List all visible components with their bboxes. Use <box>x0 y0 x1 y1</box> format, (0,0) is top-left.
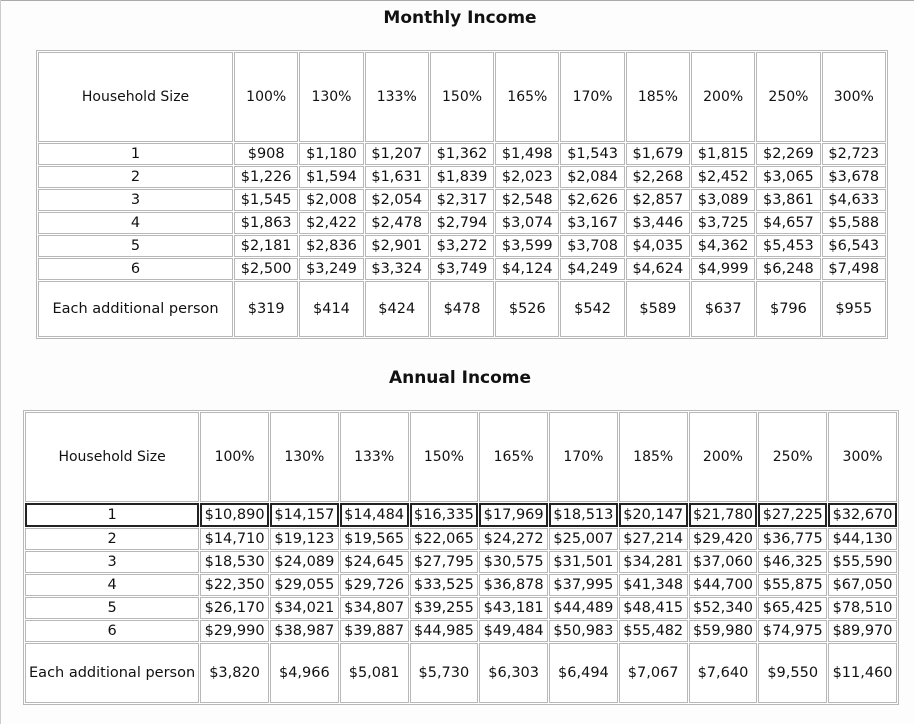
annual-income-title: Annual Income <box>388 368 532 388</box>
income-cell: $41,348 <box>619 574 688 596</box>
income-cell: $37,060 <box>689 551 758 573</box>
income-cell: $30,575 <box>479 551 548 573</box>
income-cell: $955 <box>822 281 886 337</box>
income-cell: $2,857 <box>626 189 690 211</box>
income-cell: $3,249 <box>299 258 363 280</box>
income-cell: $414 <box>299 281 363 337</box>
income-cell: $4,124 <box>495 258 559 280</box>
household-size-cell: 4 <box>38 212 233 234</box>
header-200: 200% <box>689 412 758 502</box>
table-row <box>25 503 897 527</box>
income-cell: $3,167 <box>560 212 624 234</box>
income-cell: $43,181 <box>479 597 548 619</box>
income-cell: $2,181 <box>234 235 298 257</box>
income-cell: $2,723 <box>822 143 886 165</box>
header-170: 170% <box>560 52 624 142</box>
income-cell: $74,975 <box>758 620 827 642</box>
income-cell: $3,272 <box>430 235 494 257</box>
income-cell: $7,067 <box>619 643 688 703</box>
income-cell: $5,730 <box>410 643 479 703</box>
header-250: 250% <box>758 412 827 502</box>
annual-table-body <box>25 503 897 703</box>
income-cell: $3,749 <box>430 258 494 280</box>
income-cell: $7,498 <box>822 258 886 280</box>
income-cell: $2,836 <box>299 235 363 257</box>
table-header-row <box>25 412 897 502</box>
header-household-size: Household Size <box>38 52 233 142</box>
income-cell: $65,425 <box>758 597 827 619</box>
income-cell: $1,679 <box>626 143 690 165</box>
annual-income-table <box>23 410 899 705</box>
income-cell: $1,631 <box>365 166 429 188</box>
income-cell: $24,645 <box>340 551 409 573</box>
header-150: 150% <box>430 52 494 142</box>
income-cell: $14,710 <box>200 528 269 550</box>
household-size-cell: 3 <box>25 551 199 573</box>
income-cell: $67,050 <box>828 574 897 596</box>
header-133: 133% <box>340 412 409 502</box>
income-cell: $4,624 <box>626 258 690 280</box>
income-cell: $3,089 <box>691 189 755 211</box>
income-cell: $6,543 <box>822 235 886 257</box>
income-cell: $26,170 <box>200 597 269 619</box>
household-size-cell: 6 <box>25 620 199 642</box>
income-cell: $11,460 <box>828 643 897 703</box>
income-cell: $32,670 <box>828 503 897 527</box>
table-row <box>25 574 897 596</box>
income-cell: $20,147 <box>619 503 688 527</box>
income-cell: $49,484 <box>479 620 548 642</box>
income-cell: $3,820 <box>200 643 269 703</box>
income-cell: $59,980 <box>689 620 758 642</box>
header-150: 150% <box>410 412 479 502</box>
income-cell: $478 <box>430 281 494 337</box>
income-cell: $52,340 <box>689 597 758 619</box>
income-cell: $3,599 <box>495 235 559 257</box>
header-165: 165% <box>495 52 559 142</box>
table-row-each-additional <box>38 281 886 337</box>
income-cell: $2,008 <box>299 189 363 211</box>
income-cell: $27,214 <box>619 528 688 550</box>
income-cell: $24,272 <box>479 528 548 550</box>
income-cell: $78,510 <box>828 597 897 619</box>
income-cell: $34,281 <box>619 551 688 573</box>
income-cell: $55,590 <box>828 551 897 573</box>
income-cell: $36,878 <box>479 574 548 596</box>
income-cell: $4,362 <box>691 235 755 257</box>
household-size-cell: 3 <box>38 189 233 211</box>
income-cell: $1,839 <box>430 166 494 188</box>
income-cell: $29,055 <box>270 574 339 596</box>
income-cell: $424 <box>365 281 429 337</box>
income-cell: $39,255 <box>410 597 479 619</box>
income-cell: $19,565 <box>340 528 409 550</box>
income-cell: $3,065 <box>756 166 820 188</box>
table-row-each-additional <box>25 643 897 703</box>
top-border <box>0 0 914 1</box>
income-cell: $24,089 <box>270 551 339 573</box>
income-cell: $36,775 <box>758 528 827 550</box>
income-cell: $25,007 <box>549 528 618 550</box>
header-130: 130% <box>299 52 363 142</box>
table-row <box>25 597 897 619</box>
income-cell: $1,362 <box>430 143 494 165</box>
income-cell: $39,887 <box>340 620 409 642</box>
income-cell: $5,453 <box>756 235 820 257</box>
income-cell: $2,548 <box>495 189 559 211</box>
income-cell: $1,863 <box>234 212 298 234</box>
income-cell: $2,268 <box>626 166 690 188</box>
income-cell: $27,225 <box>758 503 827 527</box>
header-185: 185% <box>626 52 690 142</box>
income-cell: $319 <box>234 281 298 337</box>
income-cell: $1,815 <box>691 143 755 165</box>
income-cell: $1,180 <box>299 143 363 165</box>
header-100: 100% <box>234 52 298 142</box>
table-row <box>25 620 897 642</box>
income-cell: $55,875 <box>758 574 827 596</box>
income-cell: $21,780 <box>689 503 758 527</box>
income-cell: $89,970 <box>828 620 897 642</box>
income-cell: $2,794 <box>430 212 494 234</box>
household-size-cell: 6 <box>38 258 233 280</box>
table-row <box>38 166 886 188</box>
income-cell: $2,054 <box>365 189 429 211</box>
income-cell: $4,657 <box>756 212 820 234</box>
table-row <box>25 528 897 550</box>
header-130: 130% <box>270 412 339 502</box>
income-cell: $2,084 <box>560 166 624 188</box>
income-cell: $4,966 <box>270 643 339 703</box>
income-cell: $589 <box>626 281 690 337</box>
income-cell: $2,023 <box>495 166 559 188</box>
income-cell: $29,420 <box>689 528 758 550</box>
income-cell: $38,987 <box>270 620 339 642</box>
household-size-cell: 2 <box>25 528 199 550</box>
income-cell: $3,446 <box>626 212 690 234</box>
income-cell: $1,226 <box>234 166 298 188</box>
household-size-cell: Each additional person <box>25 643 199 703</box>
header-250: 250% <box>756 52 820 142</box>
header-300: 300% <box>828 412 897 502</box>
income-cell: $5,588 <box>822 212 886 234</box>
household-size-cell: 1 <box>38 143 233 165</box>
income-cell: $6,248 <box>756 258 820 280</box>
income-cell: $9,550 <box>758 643 827 703</box>
income-cell: $34,021 <box>270 597 339 619</box>
income-cell: $46,325 <box>758 551 827 573</box>
income-cell: $48,415 <box>619 597 688 619</box>
table-row <box>38 212 886 234</box>
income-cell: $18,513 <box>549 503 618 527</box>
income-cell: $1,207 <box>365 143 429 165</box>
income-cell: $44,130 <box>828 528 897 550</box>
header-165: 165% <box>479 412 548 502</box>
income-cell: $29,990 <box>200 620 269 642</box>
income-cell: $14,157 <box>270 503 339 527</box>
table-row <box>38 189 886 211</box>
income-cell: $50,983 <box>549 620 618 642</box>
table-header-row <box>38 52 886 142</box>
household-size-cell: Each additional person <box>38 281 233 337</box>
income-cell: $31,501 <box>549 551 618 573</box>
income-cell: $1,498 <box>495 143 559 165</box>
header-133: 133% <box>365 52 429 142</box>
income-cell: $1,594 <box>299 166 363 188</box>
table-row <box>25 551 897 573</box>
income-cell: $796 <box>756 281 820 337</box>
header-170: 170% <box>549 412 618 502</box>
income-cell: $6,494 <box>549 643 618 703</box>
income-cell: $3,725 <box>691 212 755 234</box>
household-size-cell: 1 <box>25 503 199 527</box>
income-cell: $6,303 <box>479 643 548 703</box>
income-cell: $542 <box>560 281 624 337</box>
monthly-income-table <box>36 50 888 339</box>
income-cell: $2,901 <box>365 235 429 257</box>
household-size-cell: 5 <box>25 597 199 619</box>
income-cell: $1,545 <box>234 189 298 211</box>
income-cell: $3,861 <box>756 189 820 211</box>
header-300: 300% <box>822 52 886 142</box>
income-cell: $55,482 <box>619 620 688 642</box>
income-cell: $14,484 <box>340 503 409 527</box>
income-cell: $10,890 <box>200 503 269 527</box>
left-border <box>0 0 1 724</box>
income-cell: $2,317 <box>430 189 494 211</box>
income-cell: $2,422 <box>299 212 363 234</box>
monthly-income-title: Monthly Income <box>383 8 537 28</box>
income-cell: $44,489 <box>549 597 618 619</box>
header-200: 200% <box>691 52 755 142</box>
income-cell: $5,081 <box>340 643 409 703</box>
income-cell: $4,633 <box>822 189 886 211</box>
household-size-cell: 5 <box>38 235 233 257</box>
header-100: 100% <box>200 412 269 502</box>
monthly-table-body <box>38 143 886 337</box>
header-household-size: Household Size <box>25 412 199 502</box>
income-cell: $44,985 <box>410 620 479 642</box>
income-cell: $19,123 <box>270 528 339 550</box>
income-cell: $34,807 <box>340 597 409 619</box>
income-cell: $16,335 <box>410 503 479 527</box>
income-cell: $3,708 <box>560 235 624 257</box>
income-cell: $908 <box>234 143 298 165</box>
income-cell: $4,249 <box>560 258 624 280</box>
income-cell: $2,452 <box>691 166 755 188</box>
income-cell: $637 <box>691 281 755 337</box>
income-cell: $29,726 <box>340 574 409 596</box>
income-cell: $2,500 <box>234 258 298 280</box>
household-size-cell: 4 <box>25 574 199 596</box>
income-cell: $1,543 <box>560 143 624 165</box>
income-cell: $22,350 <box>200 574 269 596</box>
income-cell: $7,640 <box>689 643 758 703</box>
income-cell: $37,995 <box>549 574 618 596</box>
table-row <box>38 235 886 257</box>
income-cell: $2,626 <box>560 189 624 211</box>
header-185: 185% <box>619 412 688 502</box>
income-cell: $2,478 <box>365 212 429 234</box>
income-cell: $33,525 <box>410 574 479 596</box>
income-cell: $3,678 <box>822 166 886 188</box>
income-cell: $3,074 <box>495 212 559 234</box>
income-cell: $3,324 <box>365 258 429 280</box>
income-cell: $4,999 <box>691 258 755 280</box>
income-cell: $526 <box>495 281 559 337</box>
income-cell: $18,530 <box>200 551 269 573</box>
income-cell: $2,269 <box>756 143 820 165</box>
income-cell: $17,969 <box>479 503 548 527</box>
income-cell: $4,035 <box>626 235 690 257</box>
table-row <box>38 143 886 165</box>
table-row <box>38 258 886 280</box>
income-cell: $22,065 <box>410 528 479 550</box>
household-size-cell: 2 <box>38 166 233 188</box>
income-cell: $27,795 <box>410 551 479 573</box>
income-cell: $44,700 <box>689 574 758 596</box>
